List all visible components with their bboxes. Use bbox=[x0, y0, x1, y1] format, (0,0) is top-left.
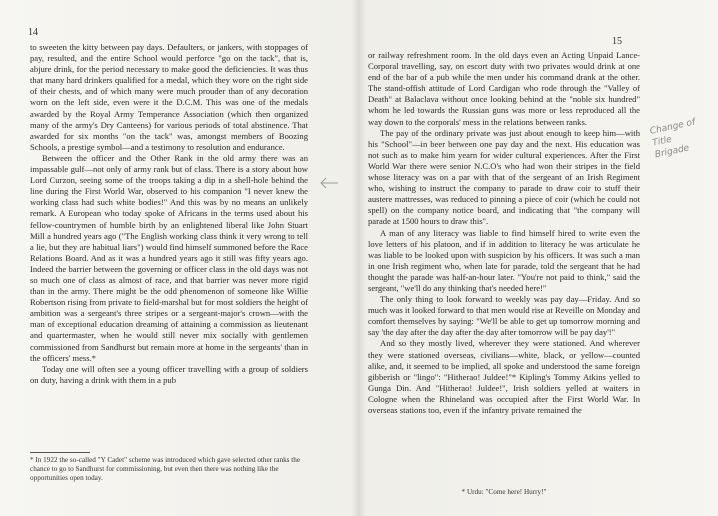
right-paragraph-5: And so they mostly lived, wherever they were stationed. And wherever they were stationed overseas, civilians—white, black, or yellow—counted alike, and, it seemed to be implied, all spoke and understood the same foreign gibberish or "lingo": "Hitherao! Juldee!"* Kipling's Tommy Atkins yelled to Gunga Din. And "Hitherao! Juldee!", Irish soldiers yelled at waiters in Cologne when the Rhineland was occupied after the First World War. In overseas stations too, even if the infantry private remained the bbox=[368, 338, 640, 415]
left-page-number: 14 bbox=[28, 27, 38, 38]
left-page-text bbox=[30, 42, 308, 386]
right-paragraph-4: The only thing to look forward to weekly was pay day—Friday. And so much was it looked forward to that men would rise at Reveille on Monday and comfort themselves by saying: "We'll be able to get up tomorrow morning and say 'the day after the day after the day after tomorrow will be pay day'!" bbox=[368, 294, 640, 338]
left-paragraph-2: Between the officer and the Other Rank in the old army there was an impassable gulf—not only of army rank but of class. There is a story about how Lord Curzon, seeing some of the troops taking a dip in a shell-hole behind the line during the First World War, observed to his companion "I never knew the working class had such white bodies!" And this was by no means an unlikely remark. A European who today spoke of Africans in the terms used about his fellow-countrymen of humble birth by an enlightened liberal like John Stuart Mill a hundred years ago ("The English working class think it very wrong to tell a lie, but they are habitual liars") would find himself summoned before the Race Relations Board. And as it was a hundred years ago it still was fifty years ago. Indeed the barrier between the governing or officer class in the old days was not so much one of class as almost of race, and that barrier was never more rigid than in the army. There might be the odd phenomenon of someone like Willie Robertson rising from private to field-marshal but for most soldiers the height of ambition was a sergeant's three stripes or a sergeant-major's crown—with the man of exceptional education dreaming of attaining a commission as lieutenant and quartermaster, when he would still never mix socially with gentlemen commissioned from Sandhurst but remain more at home in the sergeants' than in the officers' mess.* bbox=[30, 152, 308, 363]
left-footnote-rule bbox=[30, 452, 90, 453]
pencil-arrow-mark bbox=[318, 176, 340, 190]
right-page-text bbox=[368, 50, 640, 416]
right-footnote: * Urdu: "Come here! Hurry!" bbox=[461, 488, 547, 496]
handwritten-margin-note: Change of Title Brigade bbox=[649, 117, 697, 161]
right-page-number: 15 bbox=[612, 36, 622, 47]
left-footnote: * In 1922 the so-called "Y Cadet" scheme was introduced which gave selected other ranks the chance to go to Sandhurst for commissioning, but even then there was nothing like the opportunities open today. bbox=[30, 456, 301, 482]
right-paragraph-1: or railway refreshment room. In the old days even an Acting Unpaid Lance-Corporal travelling, say, on escort duty with two privates would drink at one end of the bar of a pub while the men under his command drank at the other. The stand-offish attitude of Lord Cardigan who rode through the "Valley of Death" at Balaclava without once looking behind at the "noble six hundred" whom he led towards the Russian guns was more or less reproduced all the way down to the corporals' mess in the relations between ranks. bbox=[368, 50, 640, 127]
left-paragraph-1: to sweeten the kitty between pay days. Defaulters, or jankers, with stoppages of pay, resulted, and the entire School would perforce "go on the tack", that is, abjure drink, for the period necessary to make good the deficiencies. It was thus that many hard drinkers qualified for a medal, which they wore on the right side of their chests, and of which many were much prouder than of any decoration worn on the left side, even were it the D.C.M. This was one of the medals awarded by the Royal Army Temperance Association (which then organized many of the army's Dry Canteens) for various periods of total abstinence. That awarded for six months "on the tack" was, amongst members of Boozing Schools, a prestige symbol—and a testimony to resolution and endurance. bbox=[30, 42, 308, 152]
right-paragraph-2: The pay of the ordinary private was just about enough to keep him—with his "School"—in beer between one pay day and the next. His education was not such as to make him yearn for wider cultural experiences. After the First World War there were senior N.C.O's who had won their stripes in the field whose literacy was on a par with that of the sergeant of an Irish Regiment who, wishing to instruct the company to parade to draw coir to stuff their austere mattresses, was reduced to pinning a piece of coir (which he could not spell) on the company notice board, and indicating that "the company will parade at 1500 hours to draw this". bbox=[368, 127, 640, 227]
right-paragraph-3: A man of any literacy was liable to find himself hired to write even the love letters of his platoon, and if in addition to literacy he was articulate he was liable to be looked upon with suspicion by his officers. It was such a man in one Irish regiment who, when late for parade, told the sergeant that he had thought the parade was half-an-hour later. "You're not paid to think," said the sergeant, "we'll do any thinking that's needed here!" bbox=[368, 227, 640, 293]
left-paragraph-3: Today one will often see a young officer travelling with a group of soldiers on duty, having a drink with them in a pub bbox=[30, 363, 308, 385]
